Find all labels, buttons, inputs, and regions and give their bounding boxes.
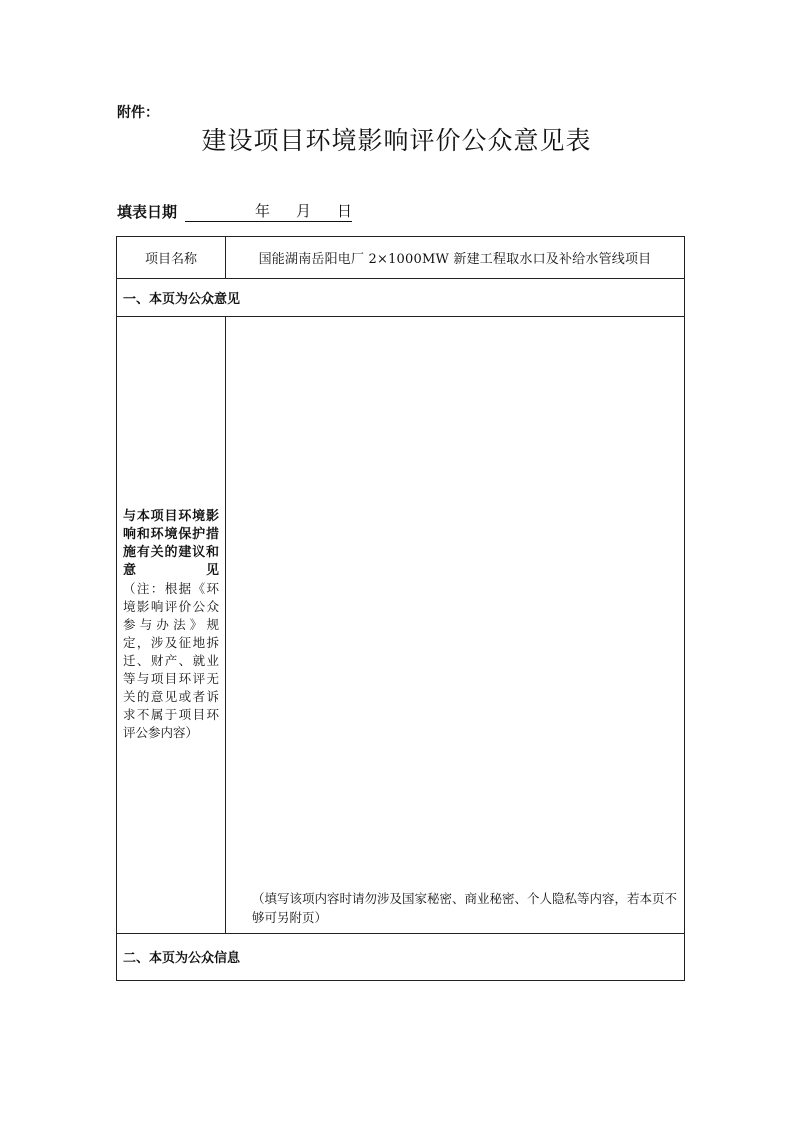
opinion-label-note: （注：根据《环境影响评价公众参与办法》规定，涉及征地拆迁、财产、就业等与项目环评无关的意见或者诉求不属于项目环评公参内容） — [123, 581, 219, 740]
opinion-form-table — [116, 236, 685, 981]
fill-date-label: 填表日期 — [117, 203, 178, 221]
opinion-hint: （填写该项内容时请勿涉及国家秘密、商业秘密、个人隐私等内容，若本页不够可另附页） — [252, 891, 678, 925]
section-public-opinion-heading: 一、本页为公众意见 — [117, 279, 684, 317]
section-public-info-heading: 二、本页为公众信息 — [123, 951, 241, 966]
page-title: 建设项目环境影响评价公众意见表 — [201, 126, 592, 155]
fill-date-row — [117, 202, 352, 222]
opinion-input-area[interactable] — [226, 317, 684, 933]
opinion-row — [117, 317, 684, 934]
attachment-label: 附件： — [117, 105, 159, 121]
fill-date-field[interactable] — [185, 202, 352, 222]
project-name-value: 国能湖南岳阳电厂 2×1000MW 新建工程取水口及补给水管线项目 — [258, 252, 652, 267]
fill-date-year-label: 年 — [255, 202, 271, 220]
project-name-row — [117, 237, 684, 279]
fill-date-month-label: 月 — [296, 202, 312, 220]
fill-date-day-label: 日 — [337, 202, 353, 220]
opinion-label: 与本项目环境影响和环境保护措施有关的建议和意见 — [123, 509, 219, 578]
project-name-label: 项目名称 — [117, 237, 226, 278]
opinion-label-cell — [117, 317, 226, 933]
